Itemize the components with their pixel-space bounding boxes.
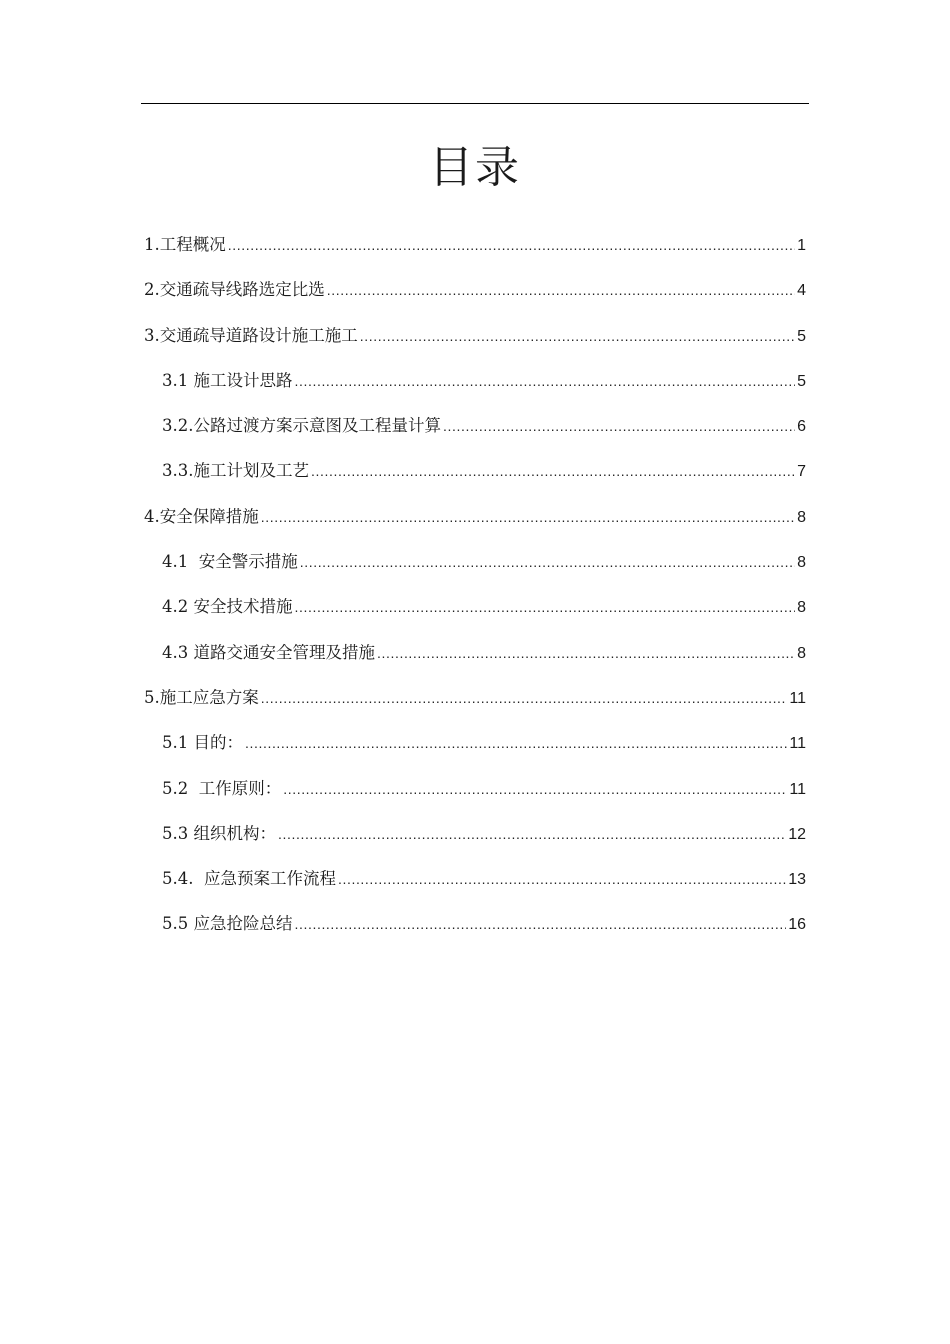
toc-entry[interactable] (144, 774, 806, 819)
toc-entry[interactable] (144, 909, 806, 954)
toc-entry-page-number: 13 (788, 871, 806, 889)
toc-entry-page-number: 16 (788, 916, 806, 934)
toc-entry-label: 4.安全保障措施 (144, 506, 259, 526)
toc-entry-label: 5.1 目的： (162, 733, 243, 753)
toc-entry[interactable] (144, 592, 806, 637)
toc-entry[interactable] (144, 864, 806, 909)
toc-entry[interactable] (144, 547, 806, 592)
toc-entry[interactable] (144, 638, 806, 683)
toc-entry-label: 1.工程概况 (144, 235, 226, 254)
dot-leader (327, 275, 795, 305)
dot-leader (295, 366, 796, 396)
dot-leader (245, 728, 787, 758)
toc-entry-page-number: 8 (797, 554, 806, 572)
toc-entry-label: 3.3.施工计划及工艺 (162, 461, 309, 481)
dot-leader (295, 909, 787, 939)
toc-entry-page-number: 8 (797, 599, 806, 617)
toc-entry-page-number: 11 (789, 735, 806, 753)
dot-leader (300, 547, 795, 577)
toc-entry[interactable] (144, 275, 806, 320)
toc-entry[interactable] (144, 502, 806, 547)
toc-entry-label: 5.施工应急方案 (144, 687, 259, 707)
toc-entry-page-number: 11 (789, 780, 806, 798)
toc-entry[interactable] (144, 819, 806, 864)
toc-title: 目录 (429, 142, 521, 193)
dot-leader (443, 411, 795, 441)
toc-entry-page-number: 12 (788, 825, 806, 843)
toc-entry[interactable] (144, 411, 806, 456)
toc-entry-page-number: 4 (797, 282, 806, 300)
toc-entry-page-number: 8 (797, 508, 806, 526)
toc-entry-page-number: 7 (797, 463, 806, 481)
toc-entry-label: 5.5 应急抢险总结 (162, 914, 293, 934)
toc-entry[interactable] (144, 456, 806, 501)
dot-leader (377, 638, 795, 668)
toc-entry-label: 3.交通疏导道路设计施工施工 (144, 325, 358, 345)
toc-entry-label: 5.2 工作原则： (162, 778, 282, 798)
toc-entry-label: 4.2 安全技术措施 (162, 597, 293, 617)
toc-entry-page-number: 5 (797, 372, 806, 390)
toc-entry-label: 5.4. 应急预案工作流程 (162, 869, 336, 889)
dot-leader (311, 456, 795, 486)
dot-leader (283, 774, 787, 804)
toc-list (144, 230, 806, 955)
dot-leader (360, 321, 795, 351)
toc-entry[interactable] (144, 683, 806, 728)
dot-leader (338, 864, 786, 894)
dot-leader (261, 683, 788, 713)
toc-entry-page-number: 11 (789, 689, 806, 707)
toc-entry-page-number: 5 (797, 327, 806, 345)
toc-entry-label: 2.交通疏导线路选定比选 (144, 280, 325, 300)
toc-entry-label: 4.1 安全警示措施 (162, 552, 298, 572)
dot-leader (261, 502, 795, 532)
toc-entry-page-number: 8 (797, 644, 806, 662)
dot-leader (228, 230, 795, 260)
toc-entry[interactable] (144, 230, 806, 275)
toc-entry-page-number: 1 (797, 237, 806, 254)
dot-leader (295, 592, 796, 622)
toc-entry[interactable] (144, 366, 806, 411)
toc-entry-label: 5.3 组织机构： (162, 823, 276, 843)
toc-entry-label: 4.3 道路交通安全管理及措施 (162, 642, 375, 662)
dot-leader (278, 819, 786, 849)
toc-entry[interactable] (144, 321, 806, 366)
toc-entry-page-number: 6 (797, 418, 806, 436)
toc-entry-label: 3.2.公路过渡方案示意图及工程量计算 (162, 416, 441, 436)
toc-entry-label: 3.1 施工设计思路 (162, 370, 293, 390)
header-rule (141, 103, 809, 104)
toc-entry[interactable] (144, 728, 806, 773)
